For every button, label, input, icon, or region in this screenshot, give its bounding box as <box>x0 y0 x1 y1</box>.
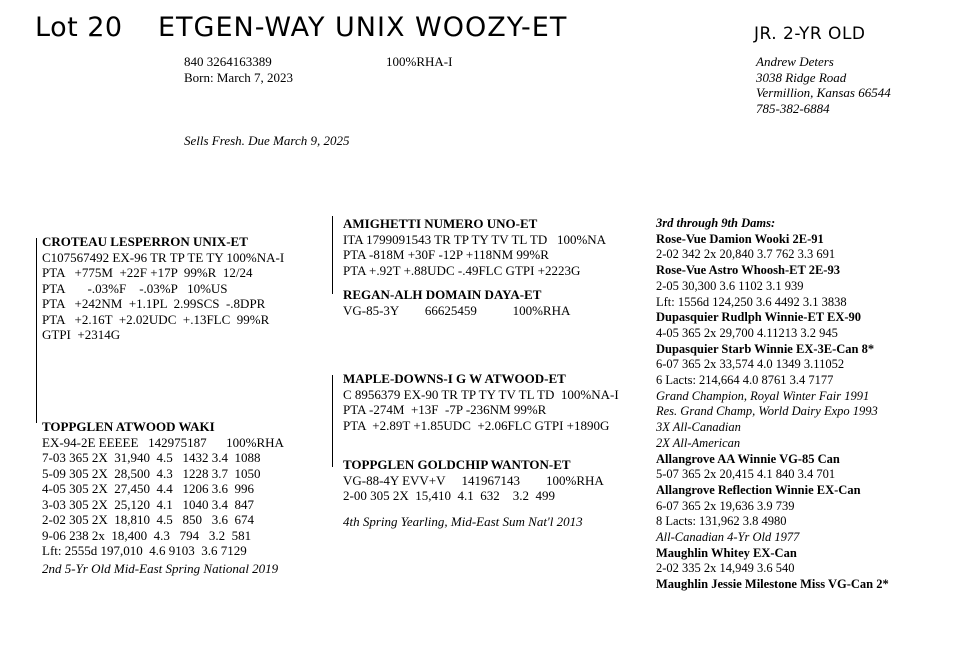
dams-parents-connector-line <box>332 375 333 467</box>
dam-record: 2-02 305 2X 18,810 4.5 850 3.6 674 <box>42 512 254 527</box>
family-record: 5-07 365 2x 20,415 4.1 840 3.4 701 <box>656 467 836 482</box>
birth-date: Born: March 7, 2023 <box>184 70 294 85</box>
sire-name: CROTEAU LESPERRON UNIX-ET <box>42 234 248 249</box>
family-award: All-Canadian 4-Yr Old 1977 <box>656 530 800 545</box>
age-class: JR. 2-YR OLD <box>754 24 866 44</box>
sires-sire-line: ITA 1799091543 TR TP TY TV TL TD 100%NA <box>343 231 607 247</box>
dam-show-note: 2nd 5-Yr Old Mid-East Spring National 2019 <box>42 561 279 576</box>
dams-dam-name: TOPPGLEN GOLDCHIP WANTON-ET <box>343 457 571 472</box>
dam-record: 9-06 238 2x 18,400 4.3 794 3.2 581 <box>42 527 252 543</box>
dam-record: 3-03 305 2X 25,120 4.1 1040 3.4 847 <box>42 496 254 512</box>
dam-block <box>42 419 284 559</box>
family-record: 8 Lacts: 131,962 3.8 4980 <box>656 514 787 529</box>
dam-record: 5-09 305 2X 28,500 4.3 1228 3.7 1050 <box>42 465 261 481</box>
family-dam-name: Dupasquier Starb Winnie EX-3E-Can 8* <box>656 341 875 356</box>
dams-sire-line: PTA +2.89T +1.85UDC +2.06FLC GTPI +1890G <box>343 417 610 433</box>
family-record: 2-02 342 2x 20,840 3.7 762 3.3 691 <box>656 247 836 262</box>
family-record: 6-07 365 2x 33,574 4.0 1349 3.11052 <box>656 357 845 372</box>
dams-sire-line: PTA -274M +13F -7P -236NM 99%R <box>343 402 547 417</box>
family-dam-name: Allangrove Reflection Winnie EX-Can <box>656 482 861 497</box>
consignor-street: 3038 Ridge Road <box>756 69 847 85</box>
sires-sire-name: AMIGHETTI NUMERO UNO-ET <box>343 216 538 231</box>
dams-sire-name: MAPLE-DOWNS-I G W ATWOOD-ET <box>343 371 566 386</box>
consignor-phone: 785-382-6884 <box>756 100 830 116</box>
sires-sire-line: PTA -818M +30F -12P +118NM 99%R <box>343 247 549 262</box>
family-dam-name: Maughlin Whitey EX-Can <box>656 545 797 560</box>
dam-line: EX-94-2E EEEEE 142975187 100%RHA <box>42 434 284 450</box>
sires-sire-line: PTA +.92T +.88UDC -.49FLC GTPI +2223G <box>343 262 581 278</box>
lot-number: Lot 20 <box>35 12 123 43</box>
consignor-block <box>756 54 891 116</box>
sire-line: PTA +2.16T +2.02UDC +.13FLC 99%R <box>42 311 270 327</box>
dams-dam-line: VG-88-4Y EVV+V 141967143 100%RHA <box>343 472 604 488</box>
sire-line: GTPI +2314G <box>42 327 121 342</box>
family-award: 3X All-Canadian <box>656 420 741 435</box>
dams-dam-show-note: 4th Spring Yearling, Mid-East Sum Nat'l 2013 <box>343 514 583 529</box>
family-dam-name: Maughlin Jessie Milestone Miss VG-Can 2* <box>656 577 889 592</box>
sires-dam-name: REGAN-ALH DOMAIN DAYA-ET <box>343 287 542 302</box>
sale-note: Sells Fresh. Due March 9, 2025 <box>184 133 350 148</box>
dams-dam-block <box>343 457 604 504</box>
dam-record: 7-03 365 2X 31,940 4.5 1432 3.4 1088 <box>42 450 261 465</box>
dams-dam-line: 2-00 305 2X 15,410 4.1 632 3.2 499 <box>343 488 555 503</box>
family-record: 2-02 335 2x 14,949 3.6 540 <box>656 561 795 576</box>
family-record: Lft: 1556d 124,250 3.6 4492 3.1 3838 <box>656 294 847 309</box>
family-record: 6 Lacts: 214,664 4.0 8761 3.4 7177 <box>656 373 834 388</box>
sires-dam-block <box>343 287 570 318</box>
family-dam-name: Dupasquier Rudlph Winnie-ET EX-90 <box>656 310 862 325</box>
consignor-city: Vermillion, Kansas 66544 <box>756 85 891 100</box>
family-record: 4-05 365 2x 29,700 4.11213 3.2 945 <box>656 325 838 340</box>
sire-line: C107567492 EX-96 TR TP TE TY 100%NA-I <box>42 249 285 265</box>
family-dam-name: Allangrove AA Winnie VG-85 Can <box>656 451 840 466</box>
consignor-name: Andrew Deters <box>756 54 834 69</box>
dams-sire-line: C 8956379 EX-90 TR TP TY TV TL TD 100%NA-I <box>343 386 619 402</box>
animal-name: ETGEN-WAY UNIX WOOZY-ET <box>158 12 568 43</box>
dam-record: 4-05 305 2X 27,450 4.4 1206 3.6 996 <box>42 481 254 496</box>
dam-name: TOPPGLEN ATWOOD WAKI <box>42 419 215 434</box>
sires-parents-connector-line <box>332 216 333 294</box>
dams-sire-block <box>343 371 619 433</box>
dam-lifetime: Lft: 2555d 197,010 4.6 9103 3.6 7129 <box>42 543 247 558</box>
sire-line: PTA -.03%F -.03%P 10%US <box>42 280 228 296</box>
family-award: 2X All-American <box>656 435 741 450</box>
sires-dam-line: VG-85-3Y 66625459 100%RHA <box>343 302 571 318</box>
sire-block <box>42 234 284 343</box>
family-record: 2-05 30,300 3.6 1102 3.1 939 <box>656 278 804 293</box>
sire-connector-line <box>36 238 37 423</box>
sires-sire-block <box>343 216 606 278</box>
breed-percentage: 100%RHA-I <box>386 54 453 69</box>
family-award: Res. Grand Champ, World Dairy Expo 1993 <box>656 404 878 419</box>
family-dam-name: Rose-Vue Damion Wooki 2E-91 <box>656 231 824 246</box>
registration-number: 840 3264163389 <box>184 54 272 69</box>
family-block <box>656 216 889 593</box>
family-award: Grand Champion, Royal Winter Fair 1991 <box>656 388 870 403</box>
sire-line: PTA +242NM +1.1PL 2.99SCS -.8DPR <box>42 296 266 311</box>
family-heading: 3rd through 9th Dams: <box>656 216 776 230</box>
family-dam-name: Rose-Vue Astro Whoosh-ET 2E-93 <box>656 263 840 278</box>
family-record: 6-07 365 2x 19,636 3.9 739 <box>656 498 795 513</box>
sire-line: PTA +775M +22F +17P 99%R 12/24 <box>42 265 253 280</box>
